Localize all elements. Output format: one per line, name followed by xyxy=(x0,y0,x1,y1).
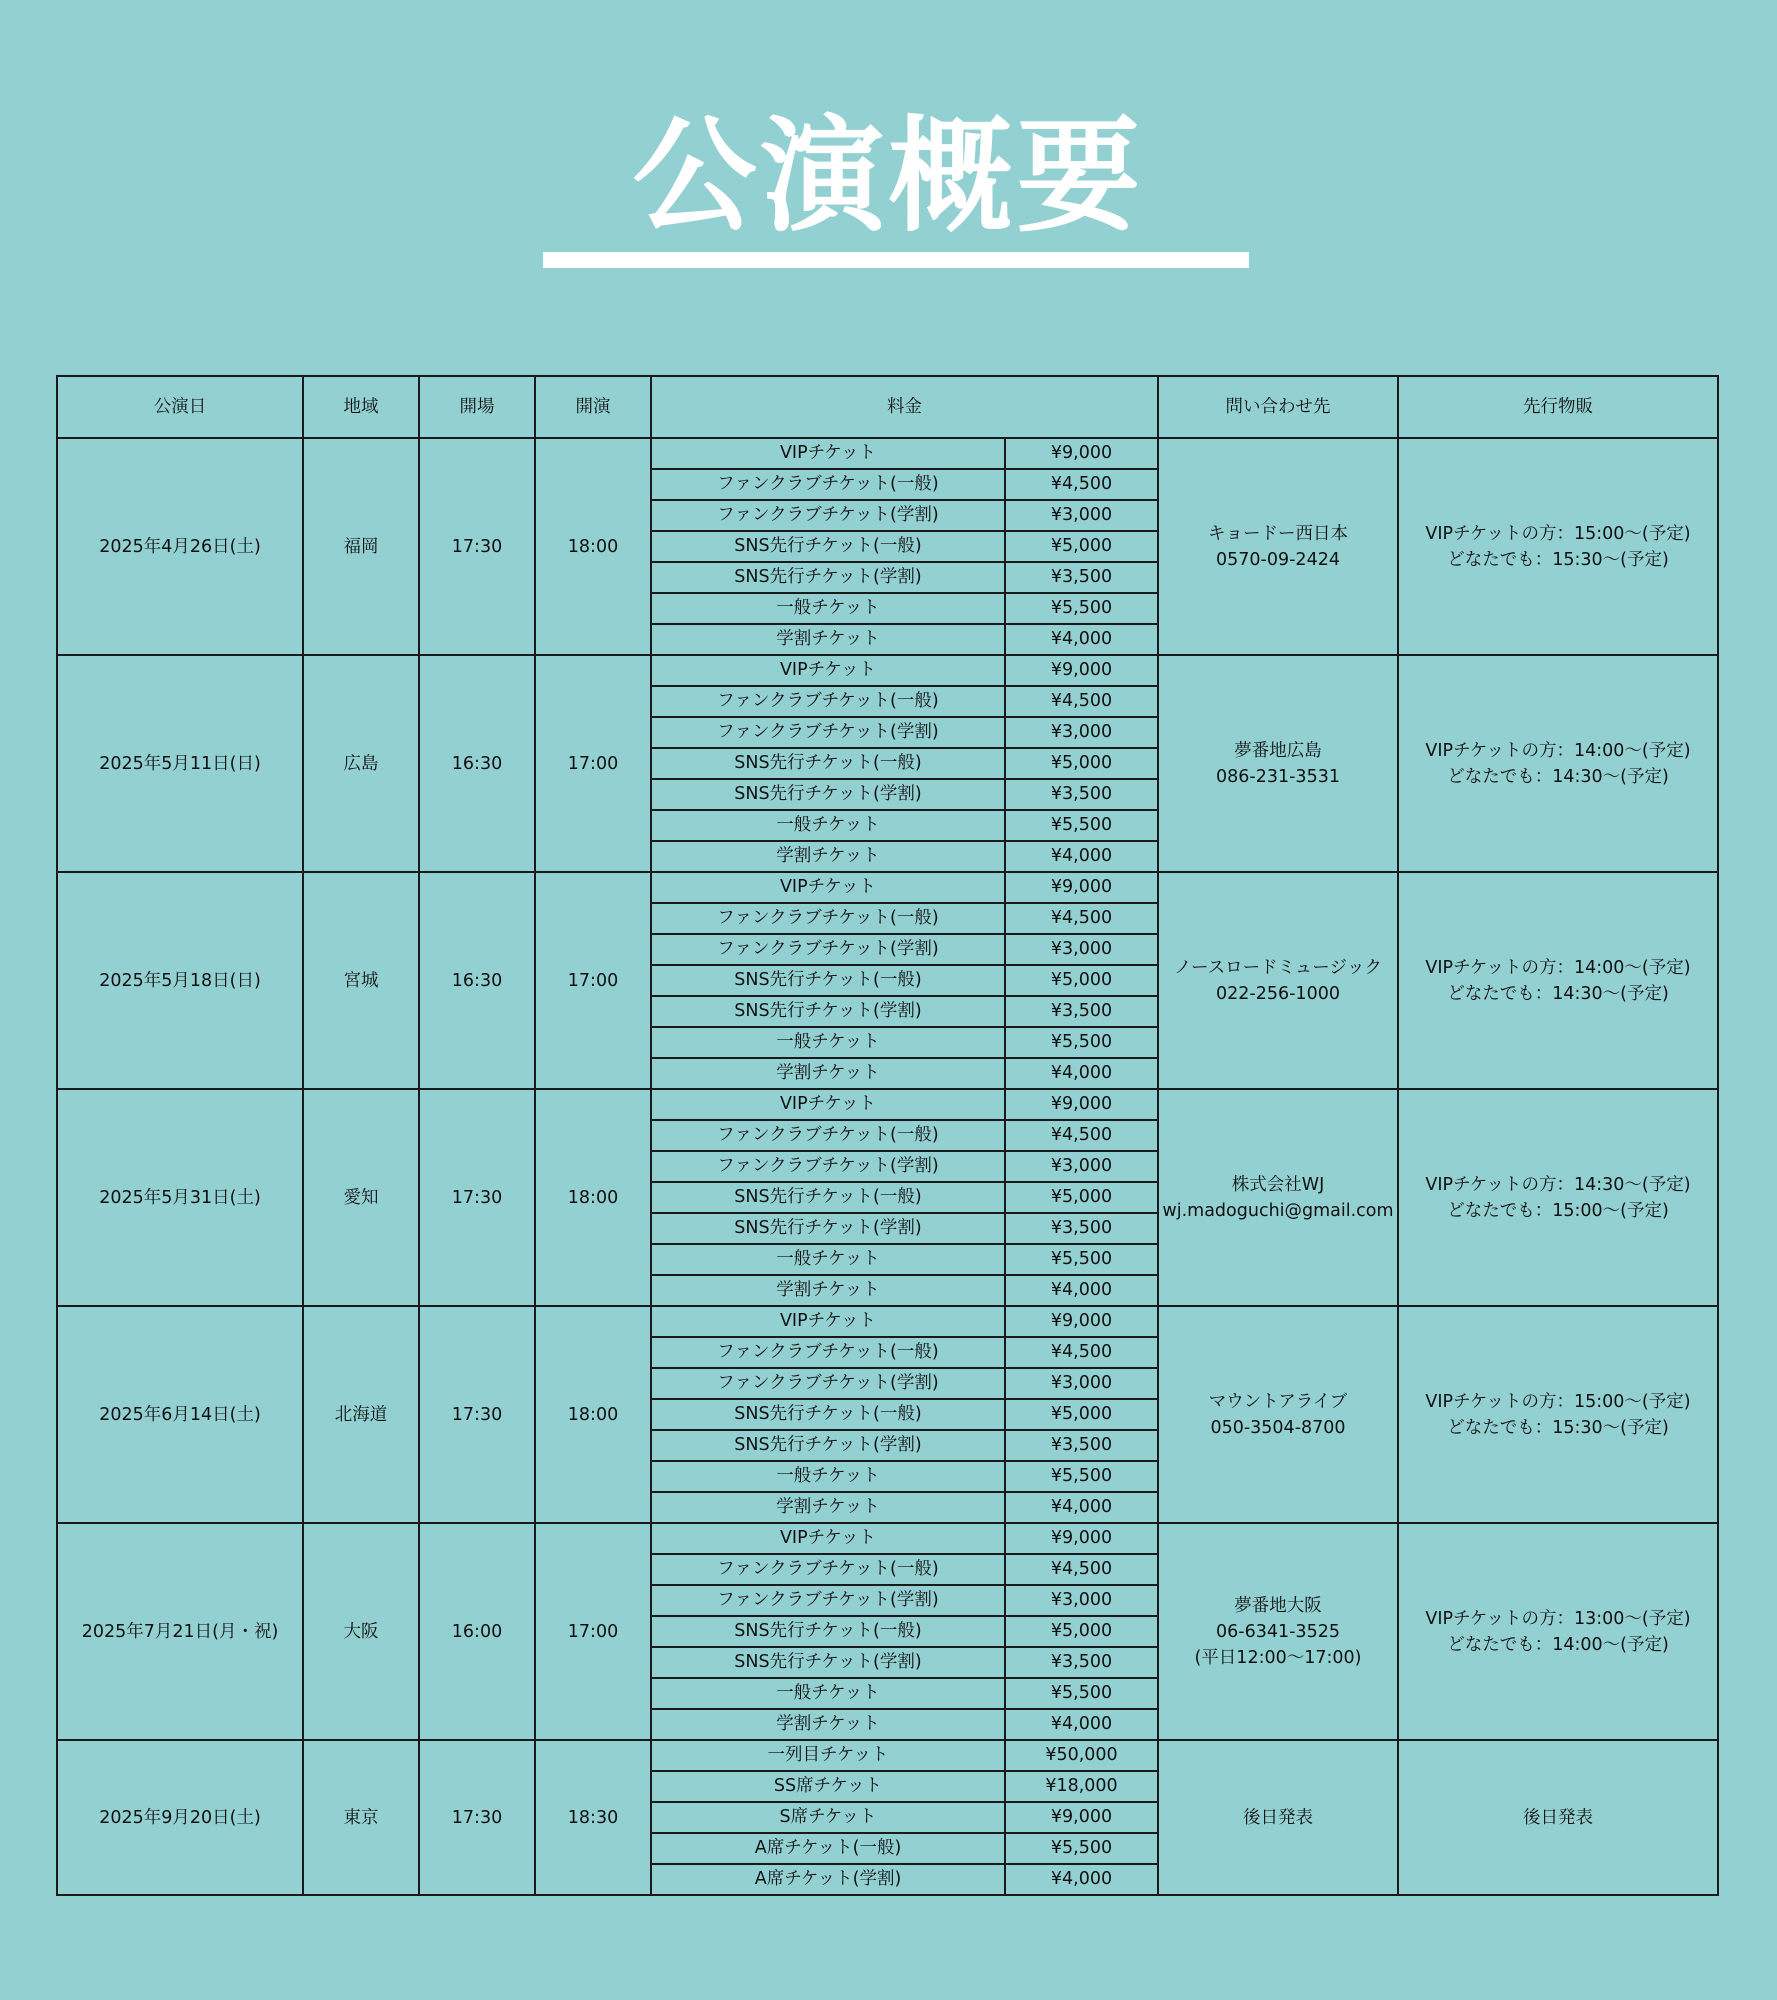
ticket-name: ファンクラブチケット(学割) xyxy=(651,1151,1005,1182)
merch-line: VIPチケットの方：13:00〜(予定) xyxy=(1425,1608,1691,1629)
ticket-price: ¥4,500 xyxy=(1005,1120,1158,1151)
ticket-price: ¥4,000 xyxy=(1005,1492,1158,1523)
ticket-name: SNS先行チケット(一般) xyxy=(651,531,1005,562)
contact-info xyxy=(1158,1740,1398,1895)
ticket-row xyxy=(57,1740,1718,1771)
performance-date: 2025年4月26日(土) xyxy=(57,438,303,655)
ticket-name: 一般チケット xyxy=(651,593,1005,624)
title-underline xyxy=(543,252,1249,268)
performance-open-time: 17:30 xyxy=(419,438,535,655)
ticket-name: 学割チケット xyxy=(651,1709,1005,1740)
ticket-name: 一般チケット xyxy=(651,1461,1005,1492)
ticket-name: SNS先行チケット(学割) xyxy=(651,1213,1005,1244)
performance-start-time: 18:30 xyxy=(535,1740,651,1895)
performance-area: 東京 xyxy=(303,1740,419,1895)
ticket-name: VIPチケット xyxy=(651,872,1005,903)
contact-line: ノースロードミュージック xyxy=(1174,957,1382,978)
merch-info xyxy=(1398,1523,1718,1740)
contact-line: キョードー西日本 xyxy=(1208,523,1348,544)
schedule-table xyxy=(56,375,1719,1896)
contact-info xyxy=(1158,872,1398,1089)
ticket-name: ファンクラブチケット(一般) xyxy=(651,1337,1005,1368)
ticket-name: S席チケット xyxy=(651,1802,1005,1833)
ticket-name: VIPチケット xyxy=(651,438,1005,469)
performance-open-time: 16:30 xyxy=(419,655,535,872)
merch-info xyxy=(1398,1306,1718,1523)
ticket-name: ファンクラブチケット(一般) xyxy=(651,469,1005,500)
ticket-row xyxy=(57,1089,1718,1120)
ticket-row xyxy=(57,655,1718,686)
ticket-price: ¥4,500 xyxy=(1005,1554,1158,1585)
merch-info xyxy=(1398,438,1718,655)
ticket-name: SNS先行チケット(学割) xyxy=(651,1647,1005,1678)
merch-line: どなたでも：15:30〜(予定) xyxy=(1447,1417,1669,1438)
ticket-price: ¥5,000 xyxy=(1005,1399,1158,1430)
ticket-name: 学割チケット xyxy=(651,624,1005,655)
ticket-name: 一般チケット xyxy=(651,1678,1005,1709)
ticket-price: ¥50,000 xyxy=(1005,1740,1158,1771)
ticket-name: SNS先行チケット(学割) xyxy=(651,562,1005,593)
merch-line: VIPチケットの方：14:30〜(予定) xyxy=(1425,1174,1691,1195)
ticket-price: ¥5,000 xyxy=(1005,1616,1158,1647)
performance-start-time: 18:00 xyxy=(535,1306,651,1523)
ticket-price: ¥9,000 xyxy=(1005,1802,1158,1833)
ticket-price: ¥5,000 xyxy=(1005,748,1158,779)
contact-line: 050-3504-8700 xyxy=(1210,1417,1346,1438)
ticket-price: ¥4,500 xyxy=(1005,469,1158,500)
ticket-name: ファンクラブチケット(学割) xyxy=(651,1368,1005,1399)
performance-area: 北海道 xyxy=(303,1306,419,1523)
header-open: 開場 xyxy=(419,376,535,438)
ticket-price: ¥3,500 xyxy=(1005,1430,1158,1461)
performance-open-time: 17:30 xyxy=(419,1089,535,1306)
performance-area: 福岡 xyxy=(303,438,419,655)
header-start: 開演 xyxy=(535,376,651,438)
merch-info xyxy=(1398,872,1718,1089)
merch-line: どなたでも：15:00〜(予定) xyxy=(1447,1200,1669,1221)
ticket-price: ¥4,500 xyxy=(1005,1337,1158,1368)
merch-info xyxy=(1398,1740,1718,1895)
performance-area: 愛知 xyxy=(303,1089,419,1306)
ticket-name: 学割チケット xyxy=(651,1275,1005,1306)
ticket-price: ¥5,500 xyxy=(1005,593,1158,624)
ticket-name: SNS先行チケット(学割) xyxy=(651,779,1005,810)
ticket-price: ¥3,000 xyxy=(1005,1151,1158,1182)
merch-line: VIPチケットの方：15:00〜(予定) xyxy=(1425,523,1691,544)
ticket-price: ¥5,500 xyxy=(1005,810,1158,841)
ticket-price: ¥9,000 xyxy=(1005,655,1158,686)
header-date: 公演日 xyxy=(57,376,303,438)
performance-date: 2025年5月18日(日) xyxy=(57,872,303,1089)
schedule-body xyxy=(57,438,1718,1895)
ticket-price: ¥9,000 xyxy=(1005,1306,1158,1337)
ticket-row xyxy=(57,1306,1718,1337)
contact-line: マウントアライブ xyxy=(1208,1391,1348,1412)
ticket-price: ¥5,500 xyxy=(1005,1244,1158,1275)
ticket-price: ¥3,500 xyxy=(1005,1647,1158,1678)
ticket-name: SS席チケット xyxy=(651,1771,1005,1802)
ticket-name: VIPチケット xyxy=(651,1306,1005,1337)
header-contact: 問い合わせ先 xyxy=(1158,376,1398,438)
contact-line: 06-6341-3525 xyxy=(1216,1621,1340,1642)
contact-line: 0570-09-2424 xyxy=(1216,549,1340,570)
merch-line: どなたでも：14:30〜(予定) xyxy=(1447,766,1669,787)
ticket-price: ¥5,500 xyxy=(1005,1461,1158,1492)
merch-line: VIPチケットの方：14:00〜(予定) xyxy=(1425,740,1691,761)
performance-area: 宮城 xyxy=(303,872,419,1089)
merch-line: VIPチケットの方：14:00〜(予定) xyxy=(1425,957,1691,978)
contact-line: wj.madoguchi@gmail.com xyxy=(1162,1200,1394,1221)
ticket-name: 一般チケット xyxy=(651,1244,1005,1275)
ticket-name: VIPチケット xyxy=(651,1523,1005,1554)
ticket-price: ¥5,500 xyxy=(1005,1678,1158,1709)
ticket-price: ¥4,000 xyxy=(1005,1864,1158,1895)
contact-line: 夢番地大阪 xyxy=(1234,1595,1322,1616)
ticket-name: SNS先行チケット(学割) xyxy=(651,996,1005,1027)
ticket-name: VIPチケット xyxy=(651,655,1005,686)
performance-date: 2025年9月20日(土) xyxy=(57,1740,303,1895)
ticket-price: ¥4,000 xyxy=(1005,841,1158,872)
ticket-price: ¥18,000 xyxy=(1005,1771,1158,1802)
ticket-price: ¥9,000 xyxy=(1005,1089,1158,1120)
merch-info xyxy=(1398,1089,1718,1306)
header-price: 料金 xyxy=(651,376,1158,438)
ticket-price: ¥9,000 xyxy=(1005,438,1158,469)
contact-line: (平日12:00〜17:00) xyxy=(1194,1647,1362,1668)
ticket-price: ¥4,000 xyxy=(1005,1709,1158,1740)
ticket-price: ¥5,500 xyxy=(1005,1027,1158,1058)
merch-info xyxy=(1398,655,1718,872)
ticket-price: ¥5,000 xyxy=(1005,531,1158,562)
ticket-name: A席チケット(一般) xyxy=(651,1833,1005,1864)
contact-info xyxy=(1158,438,1398,655)
ticket-name: SNS先行チケット(学割) xyxy=(651,1430,1005,1461)
performance-area: 広島 xyxy=(303,655,419,872)
ticket-price: ¥3,000 xyxy=(1005,500,1158,531)
performance-area: 大阪 xyxy=(303,1523,419,1740)
ticket-price: ¥4,000 xyxy=(1005,1275,1158,1306)
ticket-price: ¥4,500 xyxy=(1005,686,1158,717)
ticket-price: ¥4,500 xyxy=(1005,903,1158,934)
performance-date: 2025年6月14日(土) xyxy=(57,1306,303,1523)
ticket-price: ¥3,000 xyxy=(1005,934,1158,965)
ticket-name: ファンクラブチケット(学割) xyxy=(651,500,1005,531)
performance-start-time: 17:00 xyxy=(535,872,651,1089)
ticket-price: ¥4,000 xyxy=(1005,1058,1158,1089)
ticket-name: SNS先行チケット(一般) xyxy=(651,1399,1005,1430)
merch-line: どなたでも：14:00〜(予定) xyxy=(1447,1634,1669,1655)
merch-line: 後日発表 xyxy=(1523,1807,1593,1828)
ticket-name: ファンクラブチケット(学割) xyxy=(651,934,1005,965)
ticket-price: ¥3,000 xyxy=(1005,717,1158,748)
ticket-price: ¥9,000 xyxy=(1005,1523,1158,1554)
ticket-name: 学割チケット xyxy=(651,1492,1005,1523)
contact-info xyxy=(1158,1523,1398,1740)
ticket-price: ¥5,000 xyxy=(1005,965,1158,996)
performance-start-time: 17:00 xyxy=(535,1523,651,1740)
merch-line: どなたでも：14:30〜(予定) xyxy=(1447,983,1669,1004)
ticket-name: ファンクラブチケット(学割) xyxy=(651,717,1005,748)
header-row xyxy=(57,376,1718,438)
ticket-name: ファンクラブチケット(一般) xyxy=(651,903,1005,934)
contact-info xyxy=(1158,1306,1398,1523)
ticket-name: 一列目チケット xyxy=(651,1740,1005,1771)
performance-start-time: 18:00 xyxy=(535,1089,651,1306)
ticket-price: ¥9,000 xyxy=(1005,872,1158,903)
contact-info xyxy=(1158,1089,1398,1306)
contact-line: 086-231-3531 xyxy=(1216,766,1340,787)
ticket-name: A席チケット(学割) xyxy=(651,1864,1005,1895)
ticket-name: VIPチケット xyxy=(651,1089,1005,1120)
ticket-price: ¥3,500 xyxy=(1005,1213,1158,1244)
merch-line: どなたでも：15:30〜(予定) xyxy=(1447,549,1669,570)
header-area: 地域 xyxy=(303,376,419,438)
ticket-row xyxy=(57,872,1718,903)
ticket-name: ファンクラブチケット(学割) xyxy=(651,1585,1005,1616)
ticket-price: ¥5,500 xyxy=(1005,1833,1158,1864)
ticket-price: ¥3,500 xyxy=(1005,996,1158,1027)
ticket-price: ¥3,500 xyxy=(1005,562,1158,593)
ticket-name: SNS先行チケット(一般) xyxy=(651,965,1005,996)
performance-open-time: 17:30 xyxy=(419,1306,535,1523)
header-merch: 先行物販 xyxy=(1398,376,1718,438)
performance-date: 2025年5月31日(土) xyxy=(57,1089,303,1306)
ticket-price: ¥3,000 xyxy=(1005,1585,1158,1616)
contact-line: 022-256-1000 xyxy=(1216,983,1340,1004)
performance-date: 2025年5月11日(日) xyxy=(57,655,303,872)
ticket-name: ファンクラブチケット(一般) xyxy=(651,1120,1005,1151)
ticket-name: 一般チケット xyxy=(651,1027,1005,1058)
performance-open-time: 17:30 xyxy=(419,1740,535,1895)
performance-start-time: 17:00 xyxy=(535,655,651,872)
performance-start-time: 18:00 xyxy=(535,438,651,655)
ticket-name: 学割チケット xyxy=(651,1058,1005,1089)
ticket-name: 一般チケット xyxy=(651,810,1005,841)
ticket-price: ¥3,000 xyxy=(1005,1368,1158,1399)
performance-open-time: 16:00 xyxy=(419,1523,535,1740)
ticket-name: ファンクラブチケット(一般) xyxy=(651,686,1005,717)
performance-date: 2025年7月21日(月・祝) xyxy=(57,1523,303,1740)
ticket-name: SNS先行チケット(一般) xyxy=(651,1616,1005,1647)
ticket-name: SNS先行チケット(一般) xyxy=(651,748,1005,779)
ticket-row xyxy=(57,1523,1718,1554)
ticket-row xyxy=(57,438,1718,469)
ticket-price: ¥3,500 xyxy=(1005,779,1158,810)
ticket-price: ¥5,000 xyxy=(1005,1182,1158,1213)
ticket-name: SNS先行チケット(一般) xyxy=(651,1182,1005,1213)
ticket-name: ファンクラブチケット(一般) xyxy=(651,1554,1005,1585)
page-title: 公演概要 xyxy=(632,105,1145,249)
contact-line: 株式会社WJ xyxy=(1231,1174,1325,1195)
performance-open-time: 16:30 xyxy=(419,872,535,1089)
contact-line: 夢番地広島 xyxy=(1234,740,1322,761)
contact-info xyxy=(1158,655,1398,872)
ticket-name: 学割チケット xyxy=(651,841,1005,872)
merch-line: VIPチケットの方：15:00〜(予定) xyxy=(1425,1391,1691,1412)
contact-line: 後日発表 xyxy=(1243,1807,1313,1828)
ticket-price: ¥4,000 xyxy=(1005,624,1158,655)
